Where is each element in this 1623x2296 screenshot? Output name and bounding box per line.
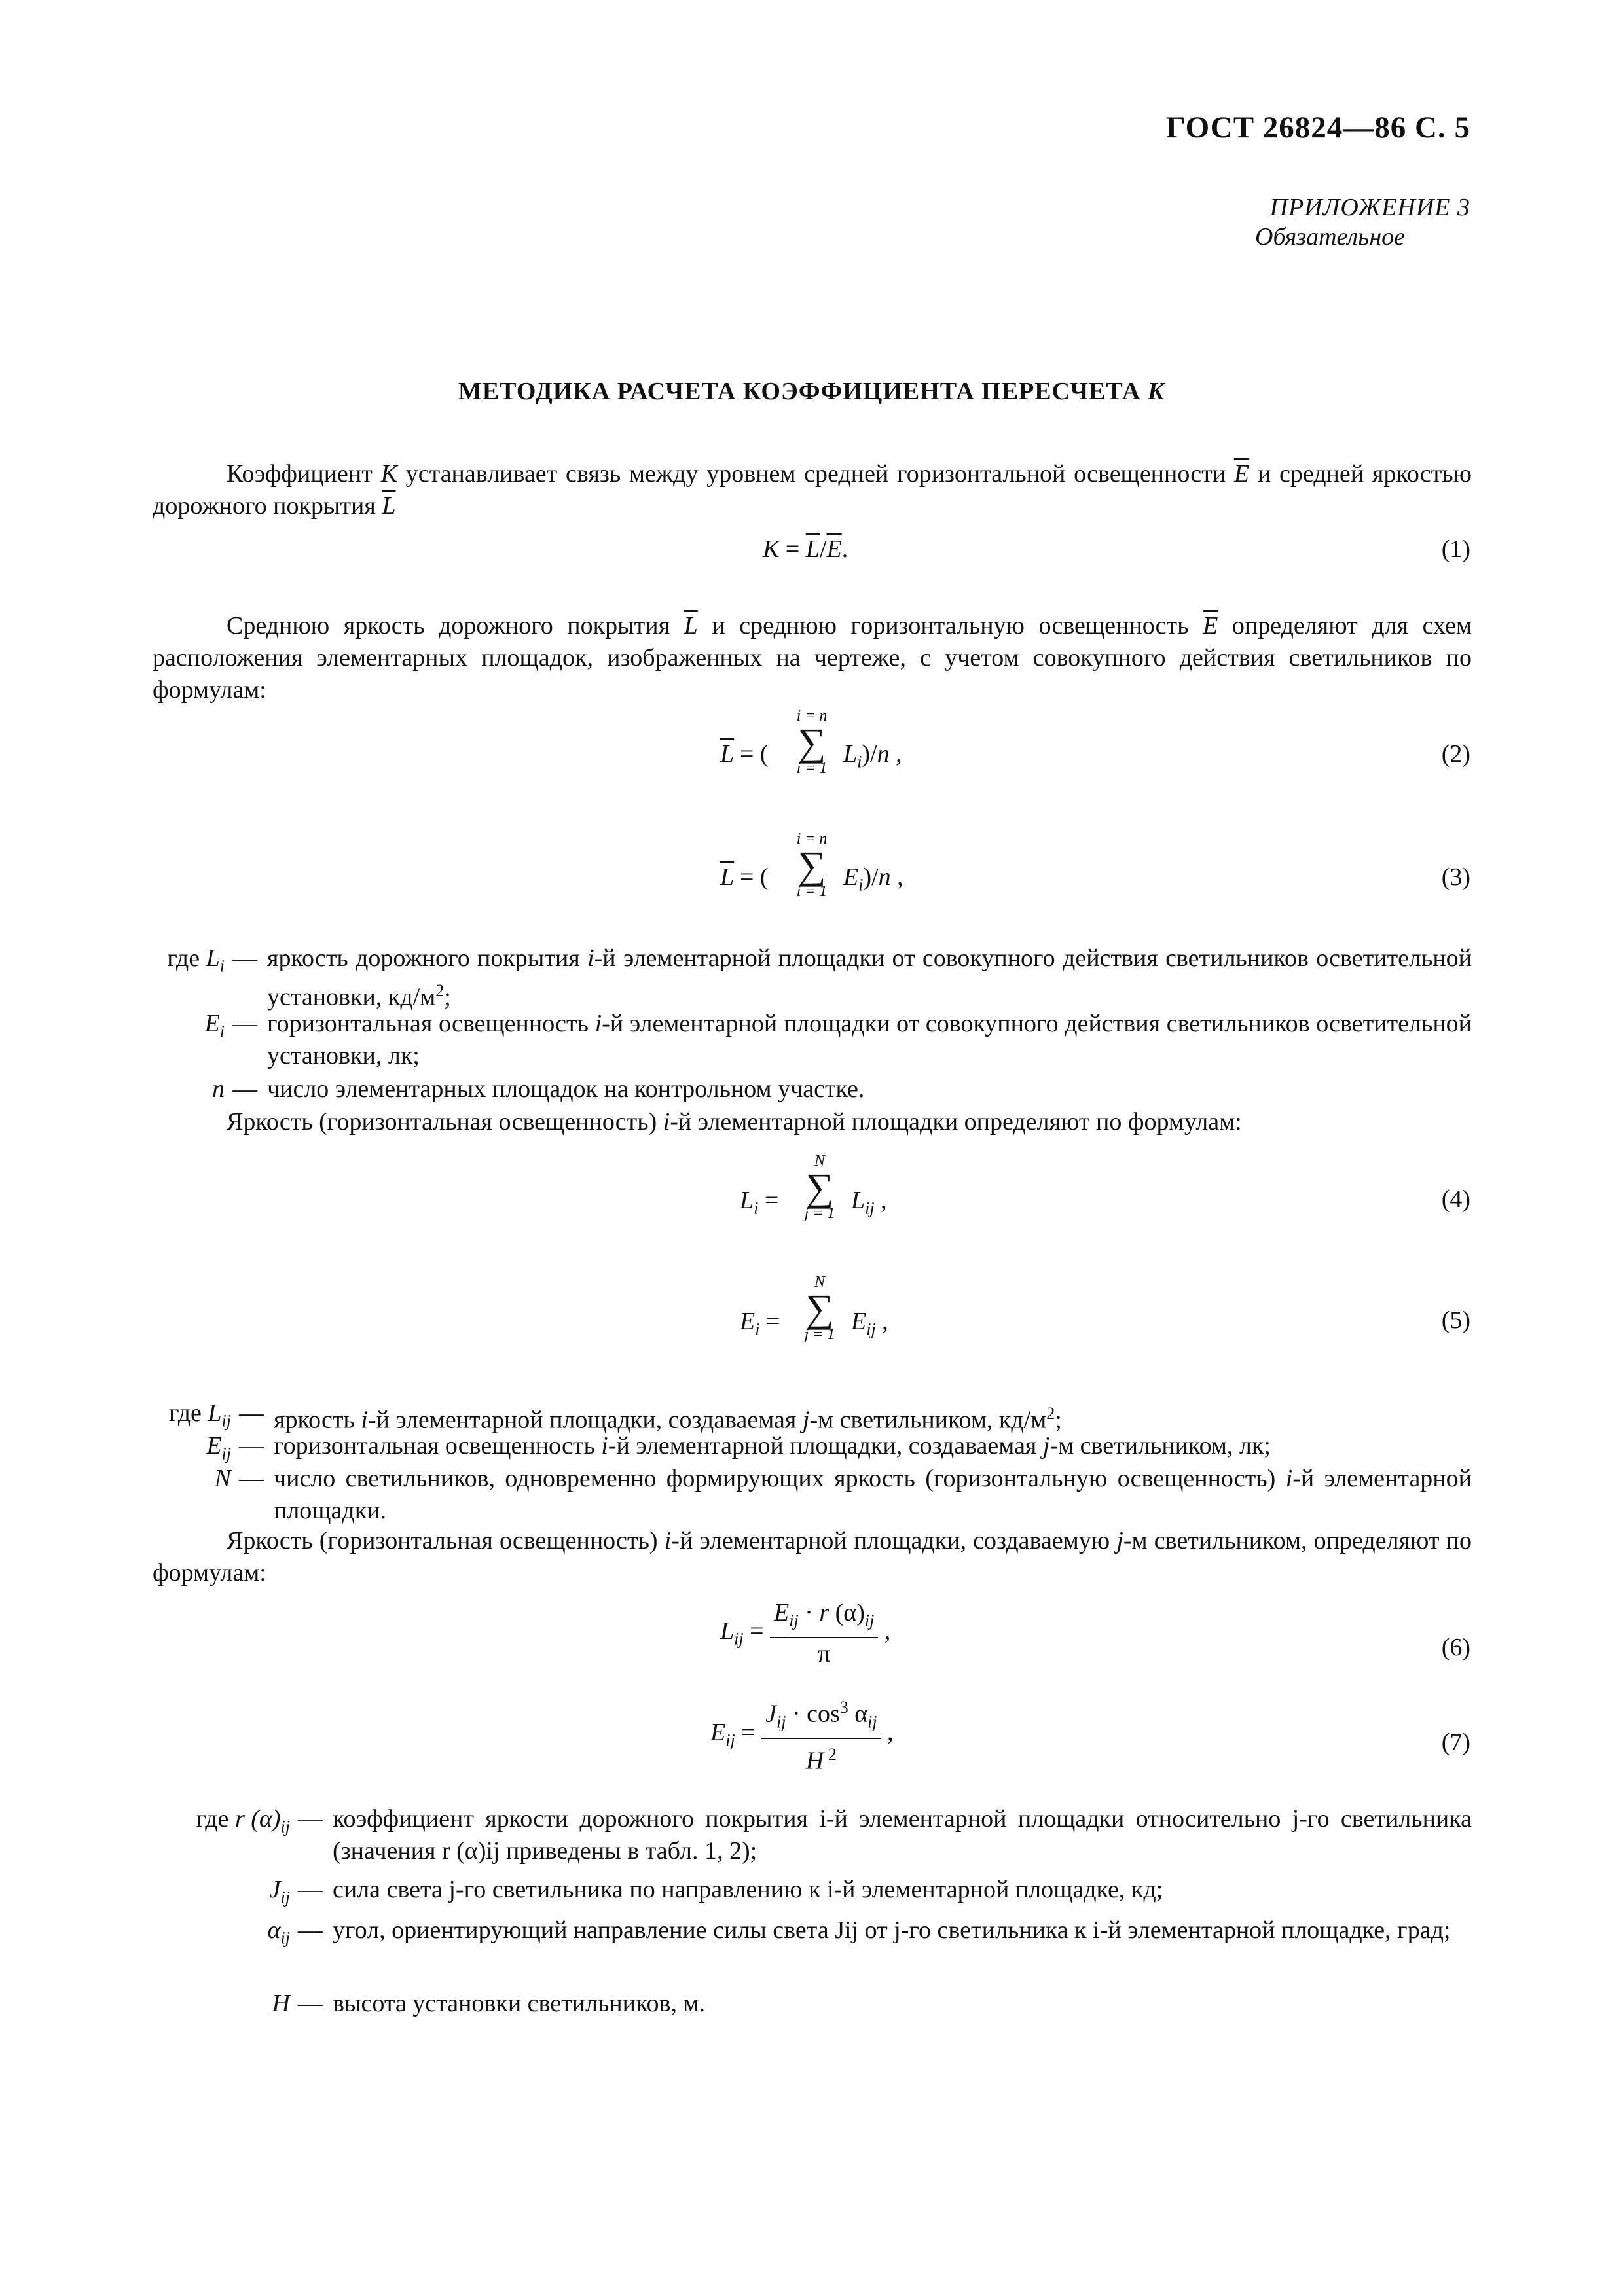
f7-num-alpha: α xyxy=(848,1700,868,1728)
dash: — xyxy=(232,1010,257,1037)
def-sym: α xyxy=(267,1916,281,1944)
def-text: -й элементарной площадки от совокупного действия светильников осветительной установки, лк; xyxy=(267,1010,1472,1069)
f3-lower: i = 1 xyxy=(796,883,828,900)
paragraph-1 xyxy=(153,458,1472,522)
f2-sum xyxy=(786,707,838,778)
f5-lhs-sub: i xyxy=(755,1319,760,1339)
text: Коэффициент xyxy=(227,460,381,488)
definitions-1 xyxy=(153,942,1472,1119)
f2-n: n xyxy=(877,740,890,768)
f7-den: H xyxy=(805,1747,824,1775)
def2-text-1 xyxy=(274,1430,1472,1462)
def3-text-3: высота установки светильников, м. xyxy=(333,1990,706,2017)
f5-sub: ij xyxy=(866,1319,876,1339)
formula-6-number: (6) xyxy=(1441,1634,1470,1661)
dash: — xyxy=(239,1399,264,1427)
symbol-e-bar: $\overline{E}$ xyxy=(1203,612,1218,639)
f4-sum xyxy=(793,1152,846,1223)
def-j: j xyxy=(1042,1432,1050,1460)
f6-fraction xyxy=(770,1597,878,1670)
def-text: -й элементарной площадки, создаваемая xyxy=(608,1432,1043,1460)
f6-num-sub: ij xyxy=(789,1611,799,1630)
def-text: горизонтальная освещенность xyxy=(267,1010,595,1037)
symbol-j: j xyxy=(1116,1527,1123,1554)
def-prefix: где xyxy=(167,944,206,972)
symbol-i: i xyxy=(663,1108,670,1136)
f5-sum xyxy=(793,1273,846,1344)
f1-l: $\overline{L}$ xyxy=(805,535,820,563)
def3-text-2: угол, ориентирующий направление силы света Jij от j-го светильника к i-й элементарной площадке, град; xyxy=(333,1916,1451,1944)
f5-lhs: E xyxy=(740,1308,756,1335)
def-text: -м светильником, лк; xyxy=(1049,1432,1271,1460)
paragraph-3 xyxy=(153,1106,1472,1138)
def-text: число светильников, одновременно формирующих яркость (горизонтальную освещенность) xyxy=(274,1465,1286,1492)
def-sym: n xyxy=(212,1075,225,1103)
f3-tail: )/ xyxy=(863,863,879,891)
appendix-label: ПРИЛОЖЕНИЕ 3 xyxy=(1269,194,1470,221)
f6-lhs-sub: ij xyxy=(734,1629,744,1649)
f2-term: L xyxy=(843,740,858,768)
def-text: -м светильником, кд/м xyxy=(809,1406,1047,1434)
f7-lhs: E xyxy=(710,1718,726,1746)
f3-lhs: $\overline{L}$ xyxy=(720,863,735,891)
symbol-l-bar: $\overline{L}$ xyxy=(382,492,396,520)
f7-num-alpha-sub: ij xyxy=(867,1712,877,1732)
f7-end: , xyxy=(887,1718,894,1746)
def3-text-1: сила света j-го светильника по направлению к i-й элементарной площадке, кд; xyxy=(333,1876,1163,1903)
f7-fraction xyxy=(761,1692,881,1777)
def-text: ; xyxy=(1055,1406,1062,1434)
sigma-icon: ∑ xyxy=(797,721,826,764)
f4-lhs: L xyxy=(740,1187,754,1214)
def-sym: J xyxy=(269,1876,281,1903)
def3-term-2 xyxy=(153,1914,290,1954)
def1-term-0 xyxy=(153,942,225,982)
f6-end: , xyxy=(884,1617,891,1645)
def-text: -й элементарной площадки. xyxy=(274,1465,1472,1524)
def-sym: N xyxy=(214,1465,231,1492)
f7-num-sup: 3 xyxy=(839,1698,848,1717)
dash: — xyxy=(298,1916,323,1944)
section-title-symbol: K xyxy=(1147,378,1165,405)
f1-e: $\overline{E}$ xyxy=(826,535,842,563)
appendix-status: Обязательное xyxy=(1255,223,1406,251)
f3-n: n xyxy=(878,863,891,891)
symbol-k: K xyxy=(380,460,397,488)
def-text: яркость дорожного покрытия xyxy=(267,944,588,972)
def3-term-3 xyxy=(153,1988,290,2020)
dash: — xyxy=(232,1075,257,1103)
f2-lhs: $\overline{L}$ xyxy=(720,740,735,768)
f3-upper: i = n xyxy=(796,831,828,848)
def3-term-1 xyxy=(153,1874,290,1914)
f7-eq: = xyxy=(735,1718,762,1746)
f4-term: L xyxy=(851,1187,866,1214)
f1-slash: / xyxy=(819,535,827,563)
def3-term-0 xyxy=(153,1803,290,1843)
paragraph-4 xyxy=(153,1525,1472,1589)
def2-term-2 xyxy=(153,1463,231,1495)
def-j: j xyxy=(802,1406,810,1434)
f3-eq: = ( xyxy=(740,863,769,891)
definitions-2 xyxy=(153,1397,1472,1528)
f4-lower: j = 1 xyxy=(804,1205,835,1222)
formula-2 xyxy=(720,707,995,798)
text: -й элементарной площадки, создаваемую xyxy=(671,1527,1117,1554)
def-text: -й элементарной площадки от совокупного действия светильников осветительной установки, кд/м xyxy=(267,944,1472,1011)
f4-lhs-sub: i xyxy=(754,1198,759,1218)
text: определяют для схем расположения элементарных площадок, изображенных на чертеже, с учетом совокупного действия светильников по формулам: xyxy=(153,612,1472,704)
text: Яркость (горизонтальная освещенность) xyxy=(227,1527,665,1554)
def1-term-2 xyxy=(153,1073,225,1105)
def-sub: i xyxy=(219,1022,225,1041)
def-i: i xyxy=(361,1406,368,1434)
dash: — xyxy=(298,1805,323,1833)
def-sub: ij xyxy=(280,1888,290,1907)
f6-lhs: L xyxy=(720,1617,735,1645)
def-prefix: где xyxy=(169,1399,208,1427)
f2-eq: = ( xyxy=(740,740,769,768)
f5-eq: = xyxy=(759,1308,780,1335)
def-sym: L xyxy=(206,944,220,972)
def-sym: E xyxy=(204,1010,220,1037)
formula-7-number: (7) xyxy=(1441,1729,1470,1756)
sigma-icon: ∑ xyxy=(805,1166,834,1209)
formula-4-number: (4) xyxy=(1441,1185,1470,1213)
def-i: i xyxy=(587,944,594,972)
def1-text-1 xyxy=(267,1008,1472,1072)
text: -м светильником, определяют по формулам: xyxy=(153,1527,1472,1587)
f6-den: π xyxy=(818,1640,831,1668)
section-title xyxy=(0,377,1623,406)
def-text: ; xyxy=(444,983,451,1011)
f7-num-mid: · cos xyxy=(786,1700,840,1728)
def-i: i xyxy=(1285,1465,1293,1492)
text: и среднюю горизонтальную освещенность xyxy=(697,612,1203,639)
f2-end: , xyxy=(889,740,902,768)
text: Яркость (горизонтальная освещенность) xyxy=(227,1108,663,1136)
text: и средней яркостью дорожного покрытия xyxy=(153,460,1472,520)
f2-tail: )/ xyxy=(862,740,877,768)
f2-upper: i = n xyxy=(796,708,828,725)
f6-num-mid: · xyxy=(798,1599,820,1626)
sigma-icon: ∑ xyxy=(797,844,826,887)
def-sym: E xyxy=(206,1432,222,1460)
dash: — xyxy=(298,1990,323,2017)
formula-5-number: (5) xyxy=(1441,1306,1470,1334)
def-text: число элементарных площадок на контрольном участке. xyxy=(267,1075,865,1103)
def2-text-2 xyxy=(274,1463,1472,1527)
def-sym: r (α) xyxy=(235,1805,281,1833)
section-title-text: МЕТОДИКА РАСЧЕТА КОЭФФИЦИЕНТА ПЕРЕСЧЕТА xyxy=(458,378,1141,405)
dash: — xyxy=(239,1465,264,1492)
dash: — xyxy=(239,1432,264,1460)
symbol-l-bar: $\overline{L}$ xyxy=(684,612,698,639)
def-prefix: где xyxy=(196,1805,235,1833)
f5-upper: N xyxy=(814,1274,825,1291)
def-i: i xyxy=(594,1010,602,1037)
formula-1-number: (1) xyxy=(1441,535,1470,563)
f5-end: , xyxy=(875,1308,888,1335)
def-sym: H xyxy=(272,1990,290,2017)
f4-end: , xyxy=(874,1187,887,1214)
def1-text-0 xyxy=(267,942,1472,1014)
f3-end: , xyxy=(890,863,903,891)
f2-lower: i = 1 xyxy=(796,760,828,777)
f7-num-sub: ij xyxy=(776,1712,786,1732)
paragraph-2 xyxy=(153,610,1472,706)
formula-3-number: (3) xyxy=(1441,863,1470,891)
f4-upper: N xyxy=(814,1153,825,1170)
f7-num: J xyxy=(765,1700,776,1728)
formula-2-number: (2) xyxy=(1441,740,1470,768)
def-i: i xyxy=(601,1432,608,1460)
f6-num-alpha: (α) xyxy=(829,1599,865,1626)
text: -й элементарной площадки определяют по формулам: xyxy=(670,1108,1242,1136)
formula-4 xyxy=(740,1152,1002,1250)
def-text: горизонтальная освещенность xyxy=(274,1432,602,1460)
formula-6 xyxy=(720,1597,890,1670)
def-sym: L xyxy=(208,1399,222,1427)
f6-eq: = xyxy=(743,1617,771,1645)
f5-lower: j = 1 xyxy=(804,1326,835,1343)
def1-text-2 xyxy=(267,1073,1472,1105)
def-sub: ij xyxy=(221,1444,231,1463)
def-sub: ij xyxy=(221,1411,231,1431)
document-reference: ГОСТ 26824—86 С. 5 xyxy=(1165,111,1470,145)
formula-1 xyxy=(763,535,848,564)
f7-lhs-sub: ij xyxy=(725,1731,735,1750)
f6-num-alpha-sub: ij xyxy=(864,1611,875,1630)
formula-3 xyxy=(720,830,995,922)
f4-sub: ij xyxy=(865,1198,875,1218)
f7-den-sup: 2 xyxy=(824,1745,837,1765)
f3-term: E xyxy=(843,863,859,891)
dash: — xyxy=(298,1876,323,1903)
dash: — xyxy=(232,944,257,972)
f6-num-r: r xyxy=(819,1599,830,1626)
f3-sum xyxy=(786,830,838,901)
definitions-3 xyxy=(153,1803,1472,2052)
def-sup: 2 xyxy=(435,981,445,1000)
f6-num: E xyxy=(774,1599,790,1626)
def-sub: i xyxy=(219,956,225,976)
formula-7 xyxy=(710,1692,894,1777)
f1-end: . xyxy=(841,535,848,563)
def-sub: ij xyxy=(280,1817,290,1837)
f3-sub: i xyxy=(858,875,864,895)
sigma-icon: ∑ xyxy=(805,1287,834,1330)
text: устанавливает связь между уровнем средней горизонтальной освещенности xyxy=(397,460,1234,488)
def1-term-1 xyxy=(153,1008,225,1048)
symbol-i: i xyxy=(664,1527,672,1554)
def-text: яркость xyxy=(274,1406,361,1434)
symbol-e-bar: $\overline{E}$ xyxy=(1233,460,1250,488)
f1-k: K xyxy=(763,535,780,563)
f1-eq: = xyxy=(779,535,806,563)
def-sub: ij xyxy=(280,1928,290,1948)
f2-sub: i xyxy=(857,752,862,772)
text: Среднюю яркость дорожного покрытия xyxy=(227,612,684,639)
def-text: -й элементарной площадки, создаваемая xyxy=(367,1406,803,1434)
f4-eq: = xyxy=(758,1187,779,1214)
f5-term: E xyxy=(851,1308,867,1335)
def-sup: 2 xyxy=(1046,1404,1055,1423)
formula-5 xyxy=(740,1273,1002,1371)
def3-text-0: коэффициент яркости дорожного покрытия i-й элементарной площадки относительно j-го светильника (значения r (α)ij приведены в табл. 1, 2); xyxy=(333,1805,1472,1865)
